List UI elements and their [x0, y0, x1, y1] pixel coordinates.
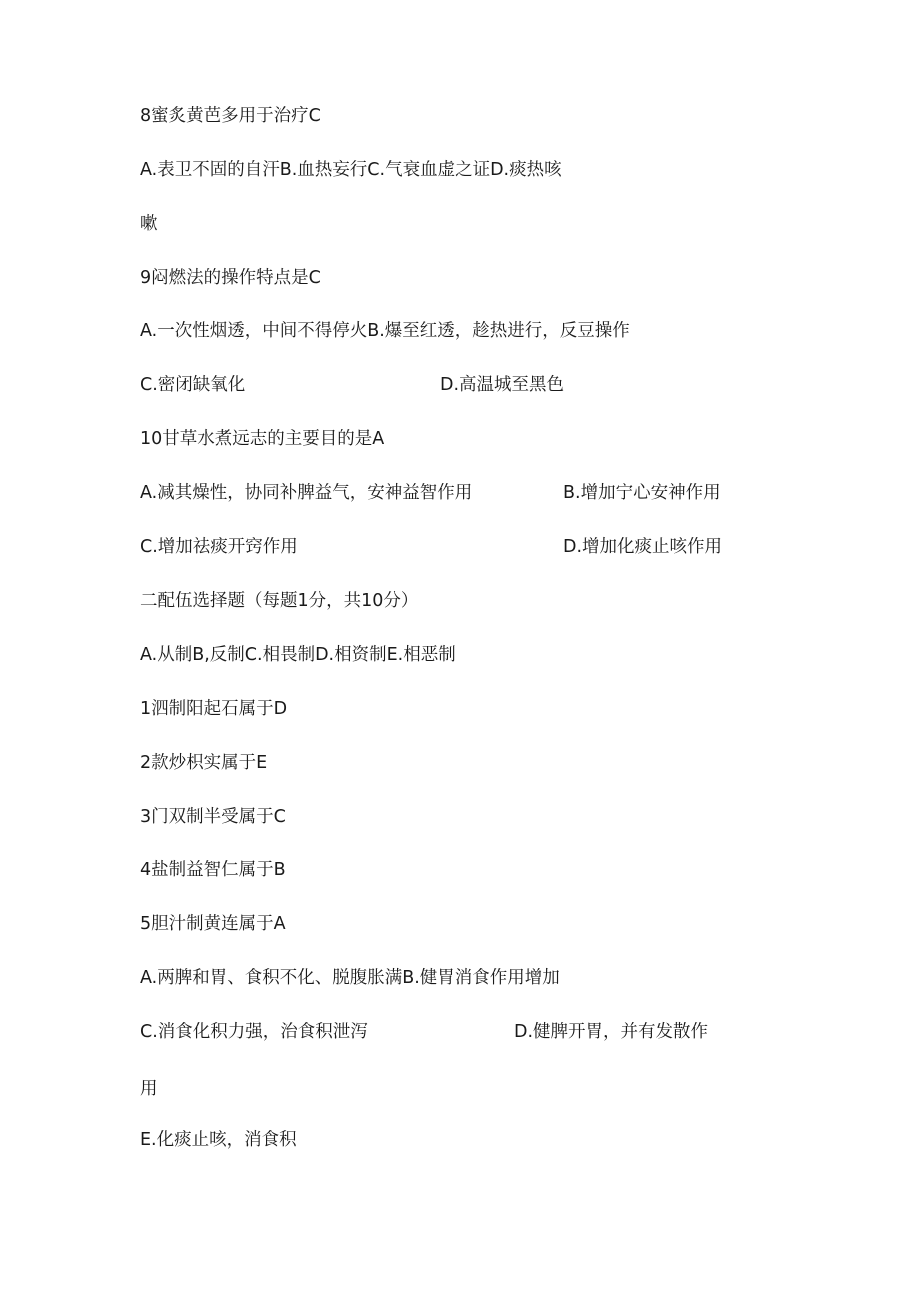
matching-options-2-d: D.健脾开胃，并有发散作 — [514, 1022, 709, 1042]
matching-options-2-ab: A.两脾和胃、食积不化、脱腹胀满B.健胃消食作用增加 — [140, 968, 560, 988]
question-9-option-d: D.高温城至黑色 — [440, 375, 565, 395]
matching-options-2-e: E.化痰止咳，消食积 — [140, 1130, 297, 1150]
matching-item-5: 5胆汁制黄连属于A — [140, 914, 286, 934]
question-9-options-ab: A.一次性烟透，中间不得停火B.爆至红透，趁热进行，反豆操作 — [140, 321, 630, 341]
matching-item-1: 1泗制阳起石属于D — [140, 699, 288, 719]
question-8-options: A.表卫不固的自汗B.血热妄行C.气衰血虚之证D.痰热咳 — [140, 160, 562, 180]
question-9-option-c: C.密闭缺氧化 — [140, 375, 246, 395]
question-8: 8蜜炙黄芭多用于治疗C — [140, 106, 321, 126]
matching-options-2-d-wrap: 用 — [140, 1079, 158, 1099]
matching-item-2: 2款炒枳实属于E — [140, 753, 268, 773]
matching-options-2-c: C.消食化积力强，治食积泄泻 — [140, 1022, 368, 1042]
matching-item-4: 4盐制益智仁属于B — [140, 860, 286, 880]
question-10: 10甘草水煮远志的主要目的是A — [140, 429, 385, 449]
section-heading: 二配伍选择题（每题1分，共10分） — [140, 591, 419, 611]
question-8-options-wrap: 嗽 — [140, 214, 158, 234]
question-10-option-d: D.增加化痰止咳作用 — [563, 537, 723, 557]
question-10-option-b: B.增加宁心安神作用 — [563, 483, 721, 503]
question-9: 9闷燃法的操作特点是C — [140, 268, 321, 288]
matching-item-3: 3门双制半受属于C — [140, 807, 286, 827]
question-10-option-a: A.减其燥性，协同补脾益气，安神益智作用 — [140, 483, 473, 503]
matching-options-1: A.从制B,反制C.相畏制D.相资制E.相恶制 — [140, 645, 456, 665]
question-10-option-c: C.增加祛痰开窍作用 — [140, 537, 298, 557]
